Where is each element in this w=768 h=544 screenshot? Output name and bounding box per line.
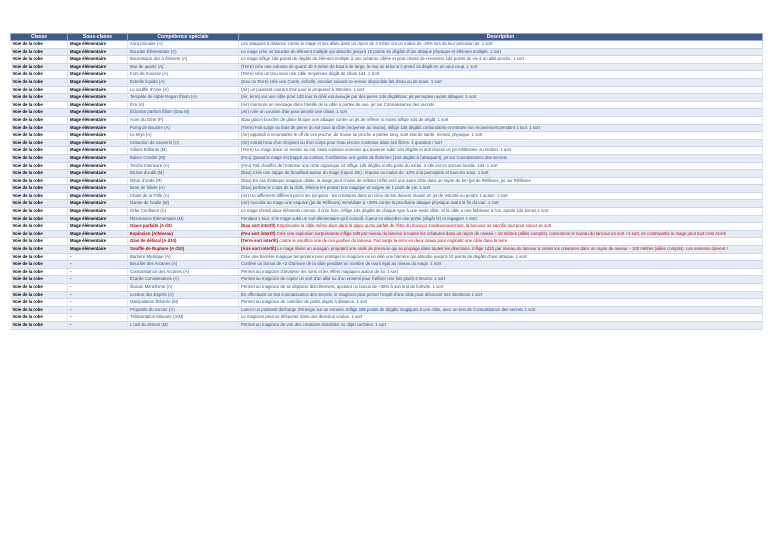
cell-competence[interactable]: Éclosion parfum Éliom (Eau M) — [128, 109, 239, 117]
table-row — [11, 261, 763, 269]
cell-classe[interactable]: Voie de la robe — [11, 177, 68, 185]
cell-competence[interactable]: Tempête de sable Ragon Éliom (A) — [128, 94, 239, 102]
cell-competence[interactable]: Explosion (A/Niveau) — [128, 230, 239, 238]
cell-description[interactable] — [239, 154, 763, 162]
cell-sous-classe[interactable]: Mage élémentaire — [68, 154, 128, 162]
cell-classe[interactable]: Voie de la robe — [11, 238, 68, 246]
table-row — [11, 291, 763, 299]
cell-competence[interactable]: Mur de quartz (A) — [128, 63, 239, 71]
cell-competence[interactable]: Bouclier Élémentaire (A) — [128, 48, 239, 56]
cell-sous-classe[interactable]: Mage élémentaire — [68, 162, 128, 170]
cell-classe[interactable]: Voie de la robe — [11, 230, 68, 238]
cell-classe[interactable]: Voie de la robe — [11, 284, 68, 292]
cell-classe[interactable]: Voie de la robe — [11, 139, 68, 147]
cell-classe[interactable]: Voie de la robe — [11, 124, 68, 132]
cell-competence[interactable]: Bourrasque des 4 élément (A) — [128, 56, 239, 64]
cell-sous-classe[interactable]: Mage élémentaire — [68, 86, 128, 94]
cell-classe[interactable]: Voie de la robe — [11, 86, 68, 94]
table-row — [11, 314, 763, 322]
cell-classe[interactable]: Voie de la robe — [11, 268, 68, 276]
cell-competence[interactable]: Écu (A) — [128, 101, 239, 109]
cell-classe[interactable]: Voie de la robe — [11, 223, 68, 231]
cell-classe[interactable]: Voie de la robe — [11, 208, 68, 216]
table-row — [11, 56, 763, 64]
cell-description-text: contre le sacrifice une de ces jambes du lanceur. Fait surgir la terre en deux ceaux pour engloutir une cible dans la terre — [279, 238, 508, 244]
cell-description-text: (Air) crée un coussin d'air pour amortir une chute. 1 sort — [241, 109, 348, 115]
cell-classe[interactable]: Voie de la robe — [11, 306, 68, 314]
cell-competence[interactable]: Barrière Mystique (A) — [128, 253, 239, 261]
table-row — [11, 200, 763, 208]
header-classe[interactable]: Classe — [11, 34, 68, 41]
cell-sous-classe[interactable]: Mage élémentaire — [68, 94, 128, 102]
cell-description-text: Crée une explosion surpuissante inflige 1d8 par niveau du lanceur à toutes les créatures dans un rayon de niveau ÷ 10 mètres (alliés compris), consomme le niveau du lanceur en sort +1 sort, en contrepartie le mage peut tout c'est Acèrh — [276, 230, 727, 236]
table-row — [11, 284, 763, 292]
table-row — [11, 306, 763, 314]
cell-classe[interactable]: Voie de la robe — [11, 71, 68, 79]
cell-description-bold: (Aire sort intertît) — [241, 246, 277, 252]
cell-description-text: Permet au magicien de contrôler de petits objets à distance. 1 sort — [241, 299, 368, 305]
cell-classe[interactable]: Voie de la robe — [11, 48, 68, 56]
table-row — [11, 116, 763, 124]
cell-classe[interactable]: Voie de la robe — [11, 276, 68, 284]
cell-description[interactable] — [239, 261, 763, 269]
cell-competence[interactable]: Danse de l'Isalie (M) — [128, 200, 239, 208]
table-row — [11, 246, 763, 254]
table-row — [11, 132, 763, 140]
header-competence[interactable]: Compétence spéciale — [128, 34, 239, 41]
table-row — [11, 177, 763, 185]
cell-description-text: Permet au magicien d'analyser les sorts et les effets magiques autour de lui. 1 sort — [241, 268, 398, 274]
cell-sous-classe[interactable]: - — [68, 284, 128, 292]
cell-sous-classe[interactable]: Mage élémentaire — [68, 124, 128, 132]
cell-competence[interactable]: Sillons Brillants (M) — [128, 147, 239, 155]
cell-sous-classe[interactable]: - — [68, 261, 128, 269]
cell-sous-classe[interactable]: - — [68, 321, 128, 329]
cell-description-text: Crée une barrière magique temporaire pour protéger le magicien ou un allié une barrière qui absorbe jusqu'à 10 points de dégâts d'une attaque. 1 sort — [241, 253, 527, 259]
table-row — [11, 223, 763, 231]
cell-description[interactable] — [239, 246, 763, 254]
cell-competence[interactable]: lame de foliole (A) — [128, 185, 239, 193]
cell-description[interactable] — [239, 177, 763, 185]
cell-classe[interactable]: Voie de la robe — [11, 63, 68, 71]
cell-classe[interactable]: Voie de la robe — [11, 94, 68, 102]
cell-description[interactable] — [239, 147, 763, 155]
cell-sous-classe[interactable]: Mage élémentaire — [68, 71, 128, 79]
table-row — [11, 299, 763, 307]
cell-description[interactable] — [239, 291, 763, 299]
cell-sous-classe[interactable]: - — [68, 299, 128, 307]
cell-competence[interactable]: Brume d'oubli (M) — [128, 170, 239, 178]
table-row — [11, 71, 763, 79]
cell-competence[interactable]: Écarde Connaissance (A) — [128, 276, 239, 284]
cell-description-text: (Terre) crée un trou sous une cible moyennes dégât de chute 1d4. 1 Sort — [241, 71, 380, 77]
cell-sous-classe[interactable]: Mage élémentaire — [68, 139, 128, 147]
cell-description-bold: (Terre sort intertît) — [241, 238, 279, 244]
cell-description[interactable] — [239, 162, 763, 170]
cell-sous-classe[interactable]: Mage élémentaire — [68, 208, 128, 216]
cell-sous-classe[interactable]: Mage élémentaire — [68, 109, 128, 117]
cell-description-text: (Air) Accorde au mage une esquive (jet de Réflexes) immédiate à +20% contre la prochaine attaque physique avant la fin du tour. 1 sort — [241, 200, 499, 206]
cell-description-text: (Eau) perfore le corps de la cible, élimine les poison non magique et soigne de 1 point de vie. 1 sort — [241, 185, 431, 191]
cell-description-text: (Feu) Quand le mage est frappé au contact, il enflamme une gerbe de flammes (1d4 dégâts à l'attaquant), jet sur Connaissance des secrets — [241, 154, 507, 160]
cell-sous-classe[interactable]: - — [68, 253, 128, 261]
cell-classe[interactable]: Voie de la robe — [11, 41, 68, 49]
cell-classe[interactable]: Voie de la robe — [11, 253, 68, 261]
cell-competence[interactable]: Aura primaire (A) — [128, 41, 239, 49]
table-row — [11, 86, 763, 94]
cell-sous-classe[interactable]: - — [68, 306, 128, 314]
cell-description-text: Permet au magicien de se déplacer discrètement, ajoutant un bonus de +30% à son test de furtivité. 1 sort — [241, 284, 444, 289]
cell-sous-classe[interactable]: - — [68, 291, 128, 299]
cell-description-text: (Eau) En cas d'attaque magique ciblée, la mage peut choisir de refléter l'effet vers une autre cible dans un rayon de 5m (jet de Réflexes, jet sur Réflexes — [241, 177, 531, 183]
cell-classe[interactable]: Voie de la robe — [11, 132, 68, 140]
table-row — [11, 124, 763, 132]
cell-description-text: Confère un bonus de +2 d'armure de la cible pendant un nombre de tours égal au niveau du mage. 1 sort — [241, 261, 442, 267]
cell-description[interactable] — [239, 321, 763, 329]
cell-competence[interactable]: Le souffle d'Azer (A) — [128, 86, 239, 94]
table-row — [11, 41, 763, 49]
cell-competence[interactable]: Torche Intérieure (A) — [128, 162, 239, 170]
cell-description[interactable] — [239, 223, 763, 231]
cell-description-text: (Terre) Fait surgir un bras de pierre du sol sous la cible (moyenne au moins), inflige 1d6 dégâts contondants et entrave son mouvement pendant 1 tour. 1 sort — [241, 124, 541, 130]
cell-description[interactable] — [239, 109, 763, 117]
cell-description[interactable] — [239, 48, 763, 56]
cell-classe[interactable]: Voie de la robe — [11, 170, 68, 178]
cell-sous-classe[interactable]: Mage élémentaire — [68, 192, 128, 200]
cell-description[interactable] — [239, 200, 763, 208]
cell-description[interactable] — [239, 170, 763, 178]
table-row — [11, 101, 763, 109]
cell-description[interactable] — [239, 63, 763, 71]
cell-competence[interactable]: Lecteur des Esprits (A) — [128, 291, 239, 299]
table-row — [11, 94, 763, 102]
cell-description[interactable] — [239, 230, 763, 238]
cell-sous-classe[interactable]: Mage élémentaire — [68, 230, 128, 238]
cell-description[interactable] — [239, 314, 763, 322]
cell-classe[interactable]: Voie de la robe — [11, 200, 68, 208]
cell-competence[interactable]: Projectile du sorcier (A) — [128, 306, 239, 314]
cell-sous-classe[interactable]: Mage élémentaire — [68, 185, 128, 193]
cell-classe[interactable]: Voie de la robe — [11, 147, 68, 155]
table-row — [11, 48, 763, 56]
cell-sous-classe[interactable]: Mage élémentaire — [68, 200, 128, 208]
cell-description[interactable] — [239, 124, 763, 132]
cell-description-text: (Air, terre) sur une cible pour 1d3 tour la cible est aveuglé par des pierre 1d4 dégât/tour, jet perception avant attaquer. 1 sort — [241, 94, 477, 100]
cell-competence[interactable]: extraction de souvenir (A) — [128, 139, 239, 147]
cell-description[interactable] — [239, 253, 763, 261]
cell-sous-classe[interactable]: Mage élémentaire — [68, 177, 128, 185]
cell-description-text: (Air) extrait l'eau d'un récipient ou d'un corps pour l'eau encore contenue dans ses fibres. 1 question / sort — [241, 139, 442, 145]
cell-competence[interactable]: L'oeil du démon (M) — [128, 321, 239, 329]
cell-classe[interactable]: Voie de la robe — [11, 299, 68, 307]
cell-sous-classe[interactable]: - — [68, 314, 128, 322]
table-row — [11, 78, 763, 86]
skills-table — [10, 33, 763, 330]
cell-description[interactable] — [239, 139, 763, 147]
cell-classe[interactable]: Voie de la robe — [11, 78, 68, 86]
cell-classe[interactable]: Voie de la robe — [11, 192, 68, 200]
cell-sous-classe[interactable]: Mage élémentaire — [68, 147, 128, 155]
cell-description-text: Le mage choisit deux éléments connus. Il crée fuse, inflige 1d4 dégâts de chaque type à une seule cible. Si la cible a une faiblesse à l'un, ajoute 1d2 bonus 1 sort — [241, 208, 549, 214]
cell-competence[interactable]: Illusion Mimétisme (A) — [128, 284, 239, 292]
table-row — [11, 139, 763, 147]
table-row — [11, 276, 763, 284]
cell-description[interactable] — [239, 94, 763, 102]
table-row — [11, 268, 763, 276]
cell-classe[interactable]: Voie de la robe — [11, 215, 68, 223]
table-row — [11, 208, 763, 216]
cell-description[interactable] — [239, 238, 763, 246]
cell-description-text: Emprisonne la cible même dure dans la glace qu'au parfait de l'être du bocuvor inodieusnuvernent, la bocuvor se sacrifie tout pour sincer se sort — [276, 223, 552, 229]
cell-classe[interactable]: Voie de la robe — [11, 109, 68, 117]
cell-competence[interactable]: Échelle liquide (A) — [128, 78, 239, 86]
table-row — [11, 147, 763, 155]
cell-description-text: (Eau) Crée une nappe de brouillard autour du mage (rayon 3m) : impose un malus de -10% à la perception et tous les sous. 1 sort — [241, 170, 489, 176]
cell-description[interactable] — [239, 78, 763, 86]
cell-description[interactable] — [239, 56, 763, 64]
cell-description[interactable] — [239, 41, 763, 49]
cell-description-text: Permet au magicien de voir des créatures invisibles ou objet cachées. 1 sort — [241, 321, 386, 327]
cell-competence[interactable]: Bouclier des Arcanes (A) — [128, 261, 239, 269]
cell-description-text: Le magicien peut se téléporter dans une direction voulue. 1 sort — [241, 314, 363, 320]
cell-classe[interactable]: Voie de la robe — [11, 56, 68, 64]
cell-description-text: Le mage inflige 1d6 points de dégâts de élément multiple à une créature ciblée et peut choisir de renverser 1d4 points de vie à un allié proche. 1 sort — [241, 56, 524, 62]
header-row — [11, 34, 763, 41]
cell-classe[interactable]: Voie de la robe — [11, 116, 68, 124]
cell-classe[interactable]: Voie de la robe — [11, 291, 68, 299]
spreadsheet — [10, 33, 762, 330]
cell-competence[interactable]: Chant de la Trille (A) — [128, 192, 239, 200]
cell-competence[interactable]: Téléportation Mineure (A/M) — [128, 314, 239, 322]
cell-classe[interactable]: Voie de la robe — [11, 246, 68, 254]
cell-sous-classe[interactable]: Mage élémentaire — [68, 170, 128, 178]
cell-description[interactable] — [239, 185, 763, 193]
cell-description[interactable] — [239, 132, 763, 140]
cell-description-text: (Terre) crée une colonne de quartz de 3 mètre de haut 6 de large, le mur se brise si il prend 15 dégât en un seul coup. 1 sort — [241, 63, 478, 69]
table-row — [11, 185, 763, 193]
cell-classe[interactable]: Voie de la robe — [11, 314, 68, 322]
cell-sous-classe[interactable]: Mage élémentaire — [68, 48, 128, 56]
table-row — [11, 109, 763, 117]
cell-description-bold: (Eau sort intertît) — [241, 223, 276, 229]
cell-competence[interactable]: Orbe Confluent (A) — [128, 208, 239, 216]
table-row — [11, 215, 763, 223]
cell-competence[interactable]: Souffle de Rupture (A d10) — [128, 246, 239, 254]
cell-description-text: (Air) Un sifflement différent perce les tympans : les créatures dans un cône de 6m doivent réussir un jet de Volonté ou perdre 1 action. 1 sort — [241, 192, 508, 198]
cell-competence[interactable]: Manipulation Éthérée (M) — [128, 299, 239, 307]
cell-description-text: (Eau glace) bouclier de glace bloque une attaque contre un jet de réflexe si reussi inflige 1d4 de dégât. 1 sort — [241, 116, 449, 122]
cell-competence[interactable]: Forn de mousse (A) — [128, 71, 239, 79]
header-description[interactable]: Description — [239, 34, 763, 41]
cell-description-text: Permet au magicien de copier un sort d'un allié ou d'un ennemi pour l'utiliser une fois plutôt 3 heures. 1 sort — [241, 276, 446, 282]
table-row — [11, 321, 763, 329]
cell-description[interactable] — [239, 268, 763, 276]
cell-classe[interactable]: Voie de la robe — [11, 101, 68, 109]
cell-sous-classe[interactable]: Mage élémentaire — [68, 56, 128, 64]
cell-description[interactable] — [239, 276, 763, 284]
table-row — [11, 230, 763, 238]
cell-description-text: Le mage libère un ouragan, projetant une onde de pression qui se propage dans toutes les directions. Inflige 1d10 par niveau du lanceur à toutes les créatures dans un rayon de niveau ÷ 100 mètres (alliés compris). Les ennemis doivent r — [277, 246, 729, 252]
cell-sous-classe[interactable]: Mage élémentaire — [68, 78, 128, 86]
cell-competence[interactable]: Miroir d'onde (R) — [128, 177, 239, 185]
cell-description[interactable] — [239, 101, 763, 109]
cell-description-bold: (Feu sort intertît) — [241, 230, 276, 236]
cell-competence[interactable]: Connaissance des Arcanes (A) — [128, 268, 239, 276]
cell-classe[interactable]: Voie de la robe — [11, 321, 68, 329]
table-row — [11, 192, 763, 200]
cell-description[interactable] — [239, 215, 763, 223]
cell-description-text: (Eau ou Terre) crée une Corde, échelle, escalier suivant ce envoie disponible fait d'eau ou de boue. 1 sort — [241, 78, 442, 84]
cell-sous-classe[interactable]: Mage élémentaire — [68, 238, 128, 246]
cell-description-text: Pendant 1 tour, si le mage subit un sort élémentaire qu'il connaît, il peut en absorber une portie (dégât /2) et regagner 1 Sort. — [241, 215, 479, 221]
cell-sous-classe[interactable]: Mage élémentaire — [68, 246, 128, 254]
cell-sous-classe[interactable]: Mage élémentaire — [68, 63, 128, 71]
cell-classe[interactable]: Voie de la robe — [11, 154, 68, 162]
cell-description[interactable] — [239, 71, 763, 79]
cell-classe[interactable]: Voie de la robe — [11, 185, 68, 193]
table-row — [11, 170, 763, 178]
cell-competence[interactable]: Acier du Gém (P) — [128, 116, 239, 124]
cell-competence[interactable]: Glace parfaite (A d3) — [128, 223, 239, 231]
cell-competence[interactable]: Poing de Boustre (A) — [128, 124, 239, 132]
cell-description[interactable] — [239, 306, 763, 314]
cell-competence[interactable]: Résonance Élémentaire (M) — [128, 215, 239, 223]
cell-description[interactable] — [239, 116, 763, 124]
cell-description[interactable] — [239, 86, 763, 94]
cell-description-text: En effectuant un test Connaissance des secrets, le magicien peut percer l'esprit d'une cible pour découvrir ses intentions 1 sort — [241, 291, 483, 297]
cell-classe[interactable]: Voie de la robe — [11, 261, 68, 269]
cell-sous-classe[interactable]: - — [68, 268, 128, 276]
cell-description[interactable] — [239, 208, 763, 216]
cell-sous-classe[interactable]: Mage élémentaire — [68, 215, 128, 223]
cell-sous-classe[interactable]: Mage élémentaire — [68, 41, 128, 49]
cell-description-text: Lancer un puissant décharge d'énergie sur un ennemi. Inflige 2d6 points de dégâts magiques à une cible, avec un test de Connaissance des secrets 1 sort — [241, 306, 536, 312]
table-row — [11, 154, 763, 162]
table-row — [11, 162, 763, 170]
cell-description[interactable] — [239, 284, 763, 292]
table-row — [11, 253, 763, 261]
table-row — [11, 238, 763, 246]
cell-competence[interactable]: Le M'ys (A) — [128, 132, 239, 140]
cell-sous-classe[interactable]: - — [68, 276, 128, 284]
cell-sous-classe[interactable]: Mage élémentaire — [68, 116, 128, 124]
cell-description[interactable] — [239, 299, 763, 307]
cell-description[interactable] — [239, 192, 763, 200]
cell-description-text: (Feu) Fait chauffer de l'intérieur une cible organique 1d ïnflige 1d6 dégâts si elle porte du métal, 3 elle est en armure lourde. 1d4. 1 sort — [241, 162, 498, 168]
cell-description-text: (Air) murmure un message dans l'oreille de la cible à portée de vue, jet sur Connaissance des secrets — [241, 101, 435, 107]
cell-description-text: (Terre) Le mage trace un sentier au sol, toute créature ennemie qui traverse subit 1d4 dégâts et doit réussir un jet Athlétisme ou tomber. 1 sort — [241, 147, 512, 153]
cell-description-text: (Air) apparaît à reconnaître le off de ces proche, de trouve se proche a portée long, sont état de santé, mental, physique. 1 sort — [241, 132, 483, 138]
cell-sous-classe[interactable]: Mage élémentaire — [68, 101, 128, 109]
cell-sous-classe[interactable]: Mage élémentaire — [68, 223, 128, 231]
header-sous-classe[interactable]: Sous-classe — [68, 34, 128, 41]
cell-description-text: Les attaques à distance contre le mage et ses alliés dans un rayon de 3 mètre ont un malus de -20% lors de leur précision jet. 1 sort — [241, 41, 493, 46]
cell-description-text: (Air) un puissant courant d'air pour le propulser à 30mètre. 1 sort — [241, 86, 365, 92]
cell-competence[interactable]: Baiser Cendré (M) — [128, 154, 239, 162]
table-row — [11, 63, 763, 71]
cell-description-text: Le mage crée un bouclier de élément multiple qui absorbe jusqu'à 10 points de dégâts d'une attaque physique et élément multiple. 1 sort — [241, 48, 501, 54]
cell-competence[interactable]: Glas de défaral (A d10) — [128, 238, 239, 246]
cell-classe[interactable]: Voie de la robe — [11, 162, 68, 170]
cell-sous-classe[interactable]: Mage élémentaire — [68, 132, 128, 140]
